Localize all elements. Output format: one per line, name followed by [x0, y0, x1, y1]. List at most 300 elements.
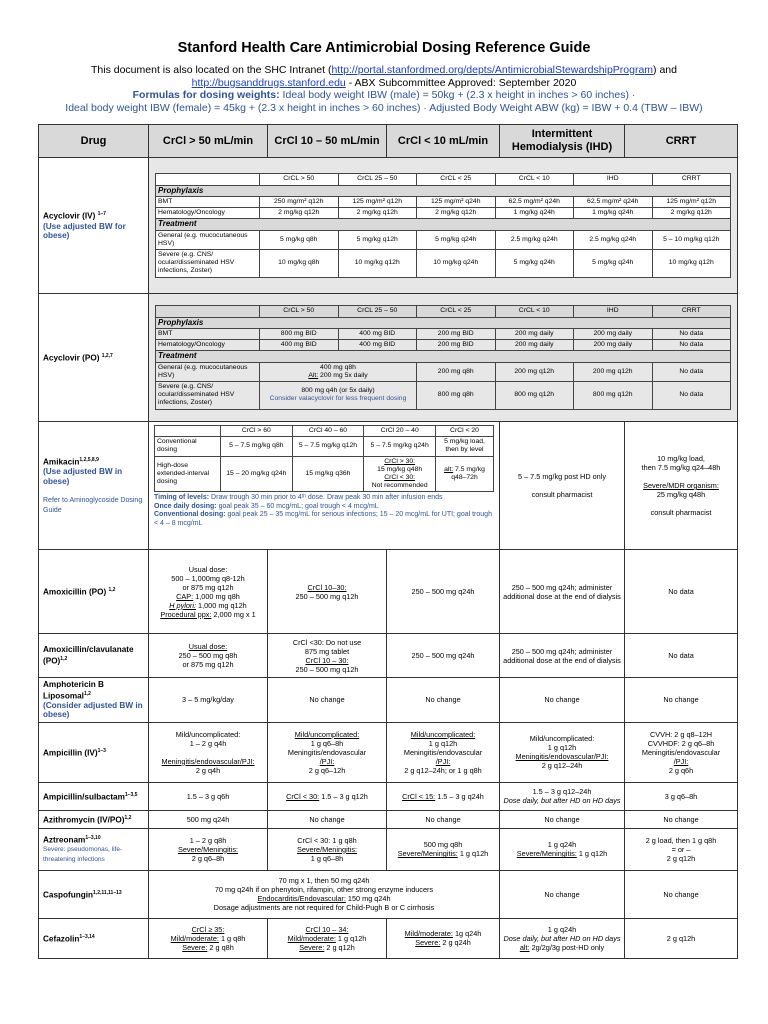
indication-label: Procedural ppx:	[160, 609, 212, 619]
amox-clav-crrt: No data	[625, 634, 738, 678]
dose-cell: 125 mg/m² q12h	[652, 196, 731, 207]
drug-caspofungin	[39, 870, 149, 918]
dose-cell: 125 mg/m² q12h	[338, 196, 417, 207]
dose-text: 2 g q4h	[195, 765, 221, 775]
dose-cell: 5 mg/kg q24h	[495, 249, 574, 277]
dose-cell: 1 mg/kg q24h	[495, 208, 574, 219]
drug-ref: 1,2	[108, 586, 116, 593]
dose-cell	[364, 456, 436, 492]
dose-text: 2,000 mg x 1	[211, 609, 256, 619]
dose-text: 2 g q12h	[666, 853, 696, 863]
aminoglycoside-guide-note: Refer to Aminoglycoside Dosing Guide	[43, 497, 143, 514]
dose-cell: 800 mg q12h	[574, 381, 653, 409]
azithro-crcl-gt50: 500 mg q24h	[149, 810, 268, 828]
amikacin-subtable	[154, 425, 494, 492]
crcl-label: CrCl 10 – 34:	[305, 924, 349, 934]
sub-col: IHD	[574, 306, 653, 317]
row-label: Severe (e.g. CNS/ ocular/disseminated HSV infections, Zoster)	[156, 381, 260, 409]
crcl-label: CrCl ≥ 35:	[191, 924, 225, 934]
col-crcl-10-50: CrCl 10 – 50 mL/min	[268, 125, 387, 158]
dose-text: or 875 mg q12h	[182, 582, 234, 592]
amox-clav-crcl-gt50	[149, 634, 268, 678]
drug-name: Cefazolin	[43, 934, 80, 944]
sub-blank	[155, 426, 221, 437]
drug-ref: 1–3,10	[85, 835, 101, 842]
indication-label: /PJI:	[319, 756, 335, 766]
dose-text: 2 g q12–24h; or 1 g q8h	[404, 765, 482, 775]
dose-note: Dose daily, but after HD on HD days	[503, 796, 621, 806]
dose-cell: 2 mg/kg q12h	[260, 208, 339, 219]
sub-col: CrCL < 10	[495, 174, 574, 185]
amox-clav-crcl-10-50	[268, 634, 387, 678]
dose-cell: 10 mg/kg q8h	[260, 249, 339, 277]
amoxicillin-crcl-10-50	[268, 550, 387, 634]
sub-col: CrCl < 20	[436, 426, 494, 437]
caspofungin-ihd: No change	[500, 870, 625, 918]
dose-text: 1,000 mg q12h	[196, 600, 247, 610]
indication-label: Severe/Meningitis:	[397, 849, 458, 859]
dose-cell: 400 mg BID	[338, 340, 417, 351]
acyclovir-po-dosing	[149, 294, 738, 422]
amphotericin-crcl-10-50: No change	[268, 678, 387, 723]
drug-name: Acyclovir (IV)	[43, 212, 96, 222]
aztreonam-crrt	[625, 828, 738, 870]
indication-label: Meningitis/endovascular/PJI:	[161, 756, 255, 766]
dose-cell: No data	[652, 340, 731, 351]
intranet-link[interactable]: http://portal.stanfordmed.org/depts/AntimicrobialStewardshipProgram	[331, 64, 654, 76]
dose-cell: 800 mg BID	[260, 328, 339, 339]
drug-name: Caspofungin	[43, 890, 94, 900]
indication-label: Mild/moderate:	[404, 929, 453, 939]
dose-cell: 800 mg q8h	[417, 381, 496, 409]
amoxicillin-crrt: No data	[625, 550, 738, 634]
drug-name: Acyclovir (PO)	[43, 353, 100, 363]
dose-cell: No data	[652, 381, 731, 409]
alt-label: alt:	[519, 942, 530, 952]
sub-col: CrCL < 10	[495, 306, 574, 317]
ampicillin-crcl-gt50	[149, 722, 268, 782]
indication-label: /PJI:	[435, 756, 451, 766]
approval-line	[0, 77, 768, 90]
dose-text: 2 g q8h	[207, 942, 234, 952]
amox-clav-ihd: 250 – 500 mg q24h; administer additional dose at the end of dialysis	[500, 634, 625, 678]
table-row-acyclovir-iv	[39, 158, 738, 294]
dose-text: Meningitis/endovascular	[403, 747, 483, 757]
dose-text: 1 g q12h	[457, 849, 489, 859]
row-label: Hematology/Oncology	[156, 208, 260, 219]
dose-cell: 2 mg/kg q12h	[417, 208, 496, 219]
crcl-label: CrCl > 30:	[384, 457, 416, 465]
dose-text: 150 mg q24h	[345, 894, 391, 904]
indication-label: Mild/uncomplicated:	[294, 729, 360, 739]
dose-text: 70 mg x 1, then 50 mg q24h	[278, 876, 370, 886]
amphotericin-crrt: No change	[625, 678, 738, 723]
amp-sul-crcl-lt10	[387, 782, 500, 810]
dose-text: 5 – 7.5 mg/kg post HD only	[517, 472, 606, 481]
indication-label: Mild/moderate:	[170, 933, 219, 943]
table-row-caspofungin	[39, 870, 738, 918]
drug-name: Azithromycin (IV/PO)	[43, 815, 125, 825]
drug-acyclovir-iv	[39, 158, 149, 294]
caspofungin-crrt: No change	[625, 870, 738, 918]
sub-col: CrCL > 50	[260, 306, 339, 317]
dose-cell: 5 mg/kg q24h	[417, 230, 496, 249]
dose-cell: 200 mg q8h	[417, 362, 496, 381]
dose-cell: 400 mg BID	[260, 340, 339, 351]
section-prophylaxis: Prophylaxis	[156, 317, 731, 328]
dose-cell: 62.5 mg/m² q24h	[574, 196, 653, 207]
sub-col: CrCL 25 – 50	[338, 174, 417, 185]
drug-name: Amphotericin B Liposomal	[43, 680, 104, 701]
drug-ref: 1,2	[124, 814, 132, 821]
dose-text: 25 mg/kg q48h	[656, 490, 706, 499]
dose-text: Dosage adjustments are not required for Child-Pugh B or C cirrhosis	[213, 903, 435, 913]
amp-sul-crrt: 3 g q6–8h	[625, 782, 738, 810]
drug-note: (Use adjusted BW in obese)	[43, 467, 123, 486]
conventional-text: goal peak 25 – 35 mcg/mL for serious infections; 15 – 20 mcg/mL for UTI; goal trough < 4 – 8 mcg/mL	[154, 511, 492, 527]
table-row-aztreonam	[39, 828, 738, 870]
sub-col: CrCL 25 – 50	[338, 306, 417, 317]
sub-col: CrCl 40 – 60	[292, 426, 364, 437]
drug-ampicillin	[39, 722, 149, 782]
dose-cell: 5 mg/kg q12h	[338, 230, 417, 249]
sub-col: CRRT	[652, 174, 731, 185]
indication-label: Severe/Meningitis:	[296, 844, 358, 854]
dose-text: 70 mg q24h if on phenytoin, rifampin, other strong enzyme inducers	[214, 885, 434, 895]
crcl-label: CrCl < 30:	[384, 474, 416, 482]
table-row-amikacin	[39, 422, 738, 550]
drug-azithromycin	[39, 810, 149, 828]
dose-cell: 200 mg daily	[495, 328, 574, 339]
once-daily-label: Once daily dosing:	[154, 502, 217, 510]
drug-acyclovir-po	[39, 294, 149, 422]
dose-text: 10 mg/kg load,	[657, 454, 705, 463]
dose-text: 2 g q6–8h	[191, 853, 225, 863]
table-row-amphotericin	[39, 678, 738, 723]
amikacin-ihd	[500, 422, 625, 550]
indication-label: Mild/moderate:	[287, 933, 336, 943]
amikacin-dosing	[149, 422, 500, 550]
amp-sul-crcl-10-50	[268, 782, 387, 810]
dose-text: 1 g q12h	[547, 743, 577, 753]
aztreonam-ihd	[500, 828, 625, 870]
dose-text: 1 g q24h	[547, 840, 577, 850]
azithro-ihd: No change	[500, 810, 625, 828]
drug-name: Amoxicillin (PO)	[43, 587, 107, 597]
indication-label: Severe:	[415, 938, 441, 948]
row-label: General (e.g. mucocutaneous HSV)	[156, 362, 260, 381]
severe-label: Severe/MDR organism:	[643, 481, 719, 490]
drug-name: Aztreonam	[43, 835, 86, 845]
drug-ref: 1,2,11,11–13	[93, 889, 122, 896]
dose-text: Not recommended	[371, 482, 428, 490]
dose-text: 1g q24h	[452, 929, 482, 939]
dose-cell: 200 mg daily	[574, 328, 653, 339]
drug-ref: 1,2,5,8,9	[79, 456, 99, 463]
drug-amphotericin	[39, 678, 149, 723]
amp-sul-crcl-gt50: 1.5 – 3 g q6h	[149, 782, 268, 810]
sub-blank	[156, 174, 260, 185]
dose-text: 200 mg 5x daily	[318, 371, 368, 379]
drug-note: (Use adjusted BW for obese)	[43, 221, 126, 241]
amphotericin-crcl-gt50: 3 – 5 mg/kg/day	[149, 678, 268, 723]
amp-sul-ihd	[500, 782, 625, 810]
approval-text: - ABX Subcommittee Approved: September 2020	[345, 76, 577, 89]
dose-text: 800 mg q4h (or 5x daily)	[301, 387, 375, 394]
col-drug: Drug	[39, 125, 149, 158]
dose-cell-merged	[260, 381, 417, 409]
col-crcl-gt50: CrCl > 50 mL/min	[149, 125, 268, 158]
table-row-amoxicillin	[39, 550, 738, 634]
dose-cell: No data	[652, 328, 731, 339]
drug-name: Ampicillin/sulbactam	[43, 792, 125, 802]
azithro-crrt: No change	[625, 810, 738, 828]
dose-text: 1 g q12h	[428, 738, 458, 748]
cefazolin-crrt: 2 g q12h	[625, 918, 738, 958]
dose-text: CrCl <30: Do not use	[292, 637, 362, 647]
bugsanddrugs-link[interactable]: http://bugsanddrugs.stanford.edu	[191, 76, 346, 89]
dose-text: 1 g q6–8h	[310, 853, 344, 863]
dose-cell: 2.5 mg/kg q24h	[495, 230, 574, 249]
table-row-amoxicillin-clavulanate	[39, 634, 738, 678]
intranet-text-end: ) and	[653, 64, 677, 76]
alt-label: alt:	[444, 465, 454, 473]
conventional-label: Conventional dosing:	[154, 511, 226, 519]
dose-cell: 5 – 10 mg/kg q12h	[652, 230, 731, 249]
dose-cell: 250 mg/m² q12h	[260, 196, 339, 207]
dose-text: then 7.5 mg/kg q24–48h	[641, 463, 721, 472]
timing-label: Timing of levels:	[154, 494, 210, 502]
table-row-azithromycin	[39, 810, 738, 828]
drug-amoxicillin	[39, 550, 149, 634]
dose-text: Mild/uncomplicated:	[529, 734, 595, 744]
dose-text: 2 g q12h	[324, 942, 355, 952]
drug-ref: 1–3,5	[124, 791, 138, 798]
cefazolin-crcl-gt50	[149, 918, 268, 958]
formula-line-2: Ideal body weight IBW (female) = 45kg + (2.3 x height in inches > 60 inches) · Adjusted Body Weight ABW (kg) = IBW + 0.4 (TBW – IBW)	[65, 101, 703, 114]
amoxicillin-crcl-gt50	[149, 550, 268, 634]
drug-amikacin	[39, 422, 149, 550]
ampicillin-crrt	[625, 722, 738, 782]
dose-text: 250 – 500 mg q8h	[178, 651, 238, 660]
sub-col: CrCL < 25	[417, 174, 496, 185]
alt-label: Alt:	[308, 371, 319, 379]
sub-col: CrCl > 60	[221, 426, 293, 437]
col-ihd: Intermittent Hemodialysis (IHD)	[500, 125, 625, 158]
cefazolin-ihd	[500, 918, 625, 958]
dose-text: 1 g q12h	[576, 849, 608, 859]
acyclovir-po-subtable	[155, 305, 731, 409]
dose-cell: 1 mg/kg q24h	[574, 208, 653, 219]
cefazolin-crcl-lt10	[387, 918, 500, 958]
timing-text: Draw trough 30 min prior to 4ᵗʰ dose. Draw peak 30 min after infusion ends	[209, 494, 443, 502]
table-header-row	[39, 125, 738, 158]
dose-text: 2 g q24h	[440, 938, 471, 948]
dose-text: Mild/uncomplicated:	[175, 729, 241, 739]
acyclovir-iv-subtable	[155, 173, 731, 277]
dose-text: Usual dose:	[188, 564, 228, 574]
col-crcl-lt10: CrCl < 10 mL/min	[387, 125, 500, 158]
dose-cell: 2.5 mg/kg q24h	[574, 230, 653, 249]
dose-cell: 200 mg BID	[417, 328, 496, 339]
drug-ampicillin-sulbactam	[39, 782, 149, 810]
row-label: General (e.g. mucocutaneous HSV)	[156, 230, 260, 249]
dose-cell: 2 mg/kg q12h	[338, 208, 417, 219]
dose-text: CVVHDF: 2 g q6–8h	[647, 738, 715, 748]
row-label: Hematology/Oncology	[156, 340, 260, 351]
dose-text: Meningitis/endovascular	[287, 747, 367, 757]
dose-cell: 200 mg q12h	[495, 362, 574, 381]
amoxicillin-crcl-lt10: 250 – 500 mg q24h	[387, 550, 500, 634]
dose-text: 1.5 – 3 g q12h	[319, 791, 368, 801]
dose-label: Usual dose:	[188, 642, 228, 651]
dose-text: 2 g load, then 1 g q8h	[645, 835, 717, 845]
dose-note: Consider valacyclovir for less frequent dosing	[269, 395, 407, 403]
azithro-crcl-lt10: No change	[387, 810, 500, 828]
dose-cell: 5 mg/kg q24h	[574, 249, 653, 277]
amikacin-crrt	[625, 422, 738, 550]
intranet-line	[0, 64, 768, 77]
dose-text: consult pharmacist	[650, 508, 712, 517]
dose-cell: 200 mg q12h	[574, 362, 653, 381]
section-treatment: Treatment	[156, 351, 731, 362]
indication-label: Severe:	[299, 942, 325, 952]
cefazolin-crcl-10-50	[268, 918, 387, 958]
sub-col: IHD	[574, 174, 653, 185]
caspofungin-dosing	[149, 870, 500, 918]
drug-note: Severe: pseudomonas, life-threatening infections	[43, 846, 123, 863]
aztreonam-crcl-10-50	[268, 828, 387, 870]
drug-cefazolin	[39, 918, 149, 958]
dose-cell: 5 mg/kg load, then by level	[436, 437, 494, 456]
indication-label: Severe/Meningitis:	[516, 849, 577, 859]
dose-text: = or –	[671, 844, 691, 854]
dose-text: 15 mg/kg q48h	[377, 465, 423, 473]
dose-text: CVVH: 2 g q8–12H	[649, 729, 713, 739]
indication-label: Severe:	[182, 942, 208, 952]
dose-text: 7.5 mg/kg q48–72h	[451, 465, 485, 482]
indication-label: H pylori:	[169, 600, 197, 610]
dose-text: 1,000 mg q8h	[193, 591, 240, 601]
dose-cell: 10 mg/kg q12h	[652, 249, 731, 277]
section-prophylaxis: Prophylaxis	[156, 185, 731, 196]
drug-aztreonam	[39, 828, 149, 870]
azithro-crcl-10-50: No change	[268, 810, 387, 828]
dose-cell: 10 mg/kg q12h	[338, 249, 417, 277]
row-label: Severe (e.g. CNS/ ocular/disseminated HSV infections, Zoster)	[156, 249, 260, 277]
table-row-acyclovir-po	[39, 294, 738, 422]
row-label: High-dose extended-interval dosing	[155, 456, 221, 492]
drug-ref: 1–3	[97, 747, 106, 754]
drug-ref: 1,2,7	[101, 352, 113, 359]
drug-ref: 1,2	[83, 690, 91, 697]
dose-text: 2 g q12–24h	[541, 761, 583, 771]
drug-ref: 1–7	[97, 211, 106, 218]
dose-cell: 200 mg daily	[495, 340, 574, 351]
drug-ref: 1–3,14	[79, 933, 95, 940]
sub-col: CrCL > 50	[260, 174, 339, 185]
sub-blank	[156, 306, 260, 317]
dose-text: 1 – 2 g q4h	[189, 738, 227, 748]
formula-line	[0, 89, 768, 102]
sub-col: CrCL < 25	[417, 306, 496, 317]
dose-text: 1 g q8h	[218, 933, 246, 943]
col-crrt: CRRT	[625, 125, 738, 158]
dose-text: 1.5 – 3 g q12–24h	[532, 787, 592, 797]
intranet-text: This document is also located on the SHC Intranet (	[91, 64, 332, 76]
dose-cell: 62.5 mg/m² q24h	[495, 196, 574, 207]
drug-amoxicillin-clavulanate	[39, 634, 149, 678]
aztreonam-crcl-lt10	[387, 828, 500, 870]
indication-label: Severe/Meningitis:	[177, 844, 239, 854]
drug-note: (Consider adjusted BW in obese)	[43, 700, 143, 720]
dose-cell: 5 mg/kg q8h	[260, 230, 339, 249]
indication-label: CAP:	[176, 591, 194, 601]
indication-label: Endocarditis/Endovascular:	[257, 894, 346, 904]
indication-label: Mild/uncomplicated:	[410, 729, 476, 739]
page-title: Stanford Health Care Antimicrobial Dosing Reference Guide	[177, 40, 591, 56]
ampicillin-crcl-10-50	[268, 722, 387, 782]
amphotericin-crcl-lt10: No change	[387, 678, 500, 723]
dose-cell: 800 mg q12h	[495, 381, 574, 409]
indication-label: Meningitis/endovascular/PJI:	[515, 752, 609, 762]
dose-cell: No data	[652, 362, 731, 381]
dose-text: 1 g q24h	[547, 924, 577, 934]
dose-cell: 10 mg/kg q24h	[417, 249, 496, 277]
amoxicillin-ihd: 250 – 500 mg q24h; administer additional dose at the end of dialysis	[500, 550, 625, 634]
document-header	[0, 40, 768, 114]
dose-text: 250 – 500 mg q12h	[295, 664, 359, 674]
dose-text: CrCl < 30: 1 g q8h	[297, 835, 357, 845]
dose-text: 400 mg q8h	[320, 363, 356, 371]
crcl-label: CrCl 10 – 30:	[305, 655, 349, 665]
dose-cell-merged	[260, 362, 417, 381]
dose-cell: 5 – 7.5 mg/kg q8h	[221, 437, 293, 456]
dose-cell: 5 – 7.5 mg/kg q24h	[364, 437, 436, 456]
formula-ibw-male: Ideal body weight IBW (male) = 50kg + (2.3 x height in inches > 60 inches) ·	[279, 89, 636, 101]
dose-text: 875 mg tablet	[304, 646, 350, 656]
dose-text: 250 – 500 mg q12h	[295, 591, 359, 601]
aztreonam-crcl-gt50	[149, 828, 268, 870]
dose-text: 1 g q12h	[335, 933, 367, 943]
sub-col: CrCl 20 – 40	[364, 426, 436, 437]
dose-cell: 2 mg/kg q12h	[652, 208, 731, 219]
dose-text: 500 – 1,000mg q8-12h	[171, 573, 245, 583]
dose-cell: 200 mg daily	[574, 340, 653, 351]
indication-label: /PJI:	[673, 756, 689, 766]
table-row-ampicillin-sulbactam	[39, 782, 738, 810]
dose-text: 2g/2g/3g post-HD only	[529, 942, 605, 952]
once-daily-text: goal peak 35 – 60 mcg/mL; goal trough < 4 mcg/mL	[216, 502, 379, 510]
dose-text: Meningitis/endovascular	[641, 747, 721, 757]
sub-col: CRRT	[652, 306, 731, 317]
drug-name: Ampicillin (IV)	[43, 748, 98, 758]
acyclovir-iv-dosing	[149, 158, 738, 294]
dose-cell: 15 – 20 mg/kg q24h	[221, 456, 293, 492]
amikacin-timing-notes	[154, 494, 494, 528]
crcl-label: CrCl < 15:	[402, 791, 436, 801]
dose-text: 500 mg q8h	[423, 840, 463, 850]
table-row-cefazolin	[39, 918, 738, 958]
ampicillin-ihd	[500, 722, 625, 782]
row-label: BMT	[156, 196, 260, 207]
ampicillin-crcl-lt10	[387, 722, 500, 782]
dose-cell: 5 – 7.5 mg/kg q12h	[292, 437, 364, 456]
dose-cell	[436, 456, 494, 492]
drug-name: Amikacin	[43, 457, 80, 467]
dose-text: 2 g q6h	[668, 765, 694, 775]
dose-text: 1 – 2 g q8h	[189, 835, 227, 845]
